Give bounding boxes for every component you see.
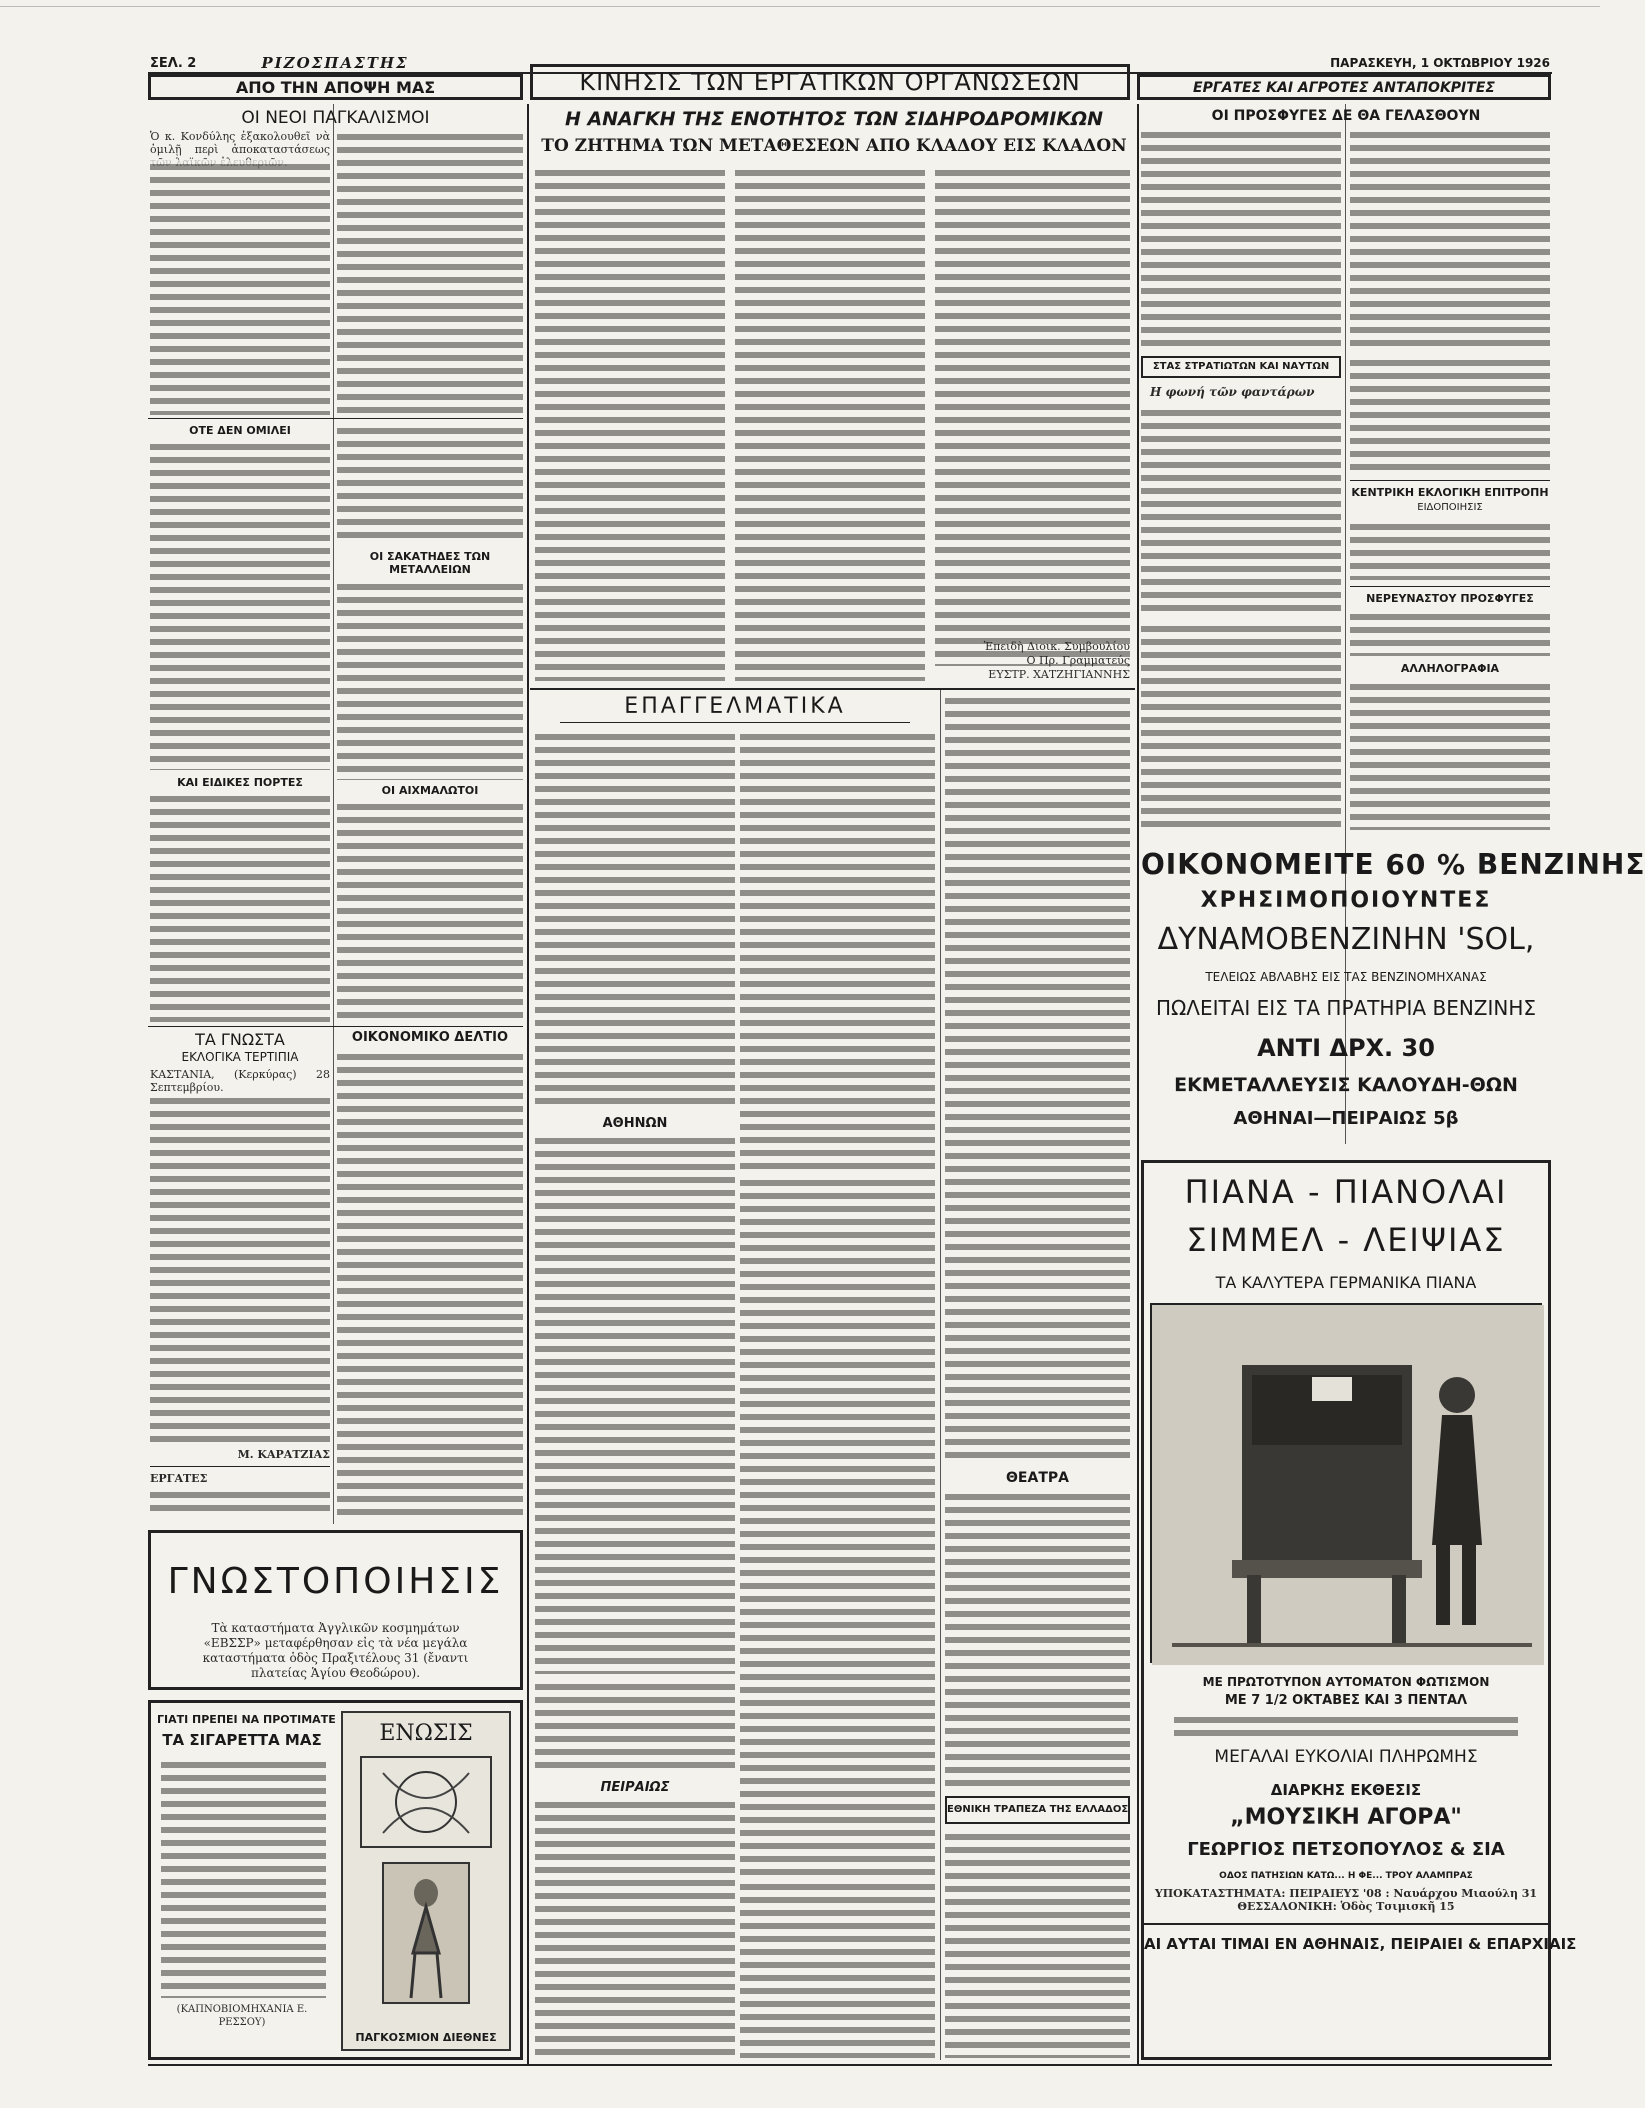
right-headline-voice: Η φωνή τῶν φαντάρων (1150, 385, 1315, 399)
left-signature: Μ. ΚΑΡΑΤΖΙΑΣ (237, 1448, 330, 1461)
left-headline-6a: ΤΑ ΓΝΩΣΤΑ (195, 1030, 285, 1049)
newspaper-name: ΡΙΖΟΣΠΑΣΤΗΣ (261, 54, 409, 72)
piano-illustration (1150, 1303, 1542, 1663)
piano-advertisement (1141, 1160, 1577, 2060)
page-number: ΣΕΛ. 2 (150, 56, 197, 71)
cigarette-brand: ΕΝΩΣΙΣ (379, 1721, 473, 1746)
fuel-line-7: ΕΚΜΕΤΑΛΛΕΥΣΙΣ ΚΑΛΟΥΔΗ-ΘΩΝ (1174, 1074, 1518, 1096)
center-headline-3: ΕΠΑΓΓΕΛΜΑΤΙΚΑ (624, 694, 846, 719)
piano-line-6: ΜΕΓΑΛΑΙ ΕΥΚΟΛΙΑΙ ΠΛΗΡΩΜΗΣ (1214, 1747, 1478, 1767)
bank-notice (945, 1796, 1130, 1824)
center-headline-1: Η ΑΝΑΓΚΗ ΤΗΣ ΕΝΟΤΗΤΟΣ ΤΩΝ ΣΙΔΗΡΟΔΡΟΜΙΚΩΝ (564, 108, 1104, 130)
bank-name: ΕΘΝΙΚΗ ΤΡΑΠΕΖΑ ΤΗΣ ΕΛΛΑΔΟΣ (947, 1804, 1129, 1815)
piano-line-12: ΑΙ ΑΥΤΑΙ ΤΙΜΑΙ ΕΝ ΑΘΗΝΑΙΣ, ΠΕΙΡΑΙΕΙ & ΕΠΑΡΧΙΑΙΣ (1144, 1935, 1577, 1953)
right-headline-1: ΟΙ ΠΡΟΣΦΥΓΕΣ ΔΕ ΘΑ ΓΕΛΑΣΘΟΥΝ (1211, 108, 1481, 124)
center-headline-2: ΤΟ ΖΗΤΗΜΑ ΤΩΝ ΜΕΤΑΘΕΣΕΩΝ ΑΠΟ ΚΛΑΔΟΥ ΕΙΣ ΚΛΑΔΟΝ (541, 136, 1127, 156)
right-banner-soldiers (1141, 356, 1341, 378)
cigarette-package-image (341, 1711, 511, 2051)
left-dateline: ΚΑΣΤΑΝΙΑ, (Κερκύρας) 28 Σεπτεμβρίου. (150, 1068, 330, 1094)
cigarette-advertisement (148, 1700, 523, 2060)
issue-date: ΠΑΡΑΣΚΕΥΗ, 1 ΟΚΤΩΒΡΙΟΥ 1926 (1330, 56, 1550, 70)
cigarette-signature: (ΚΑΠΝΟΒΙΟΜΗΧΑΝΙΑ Ε. ΡΕΣΣΟΥ) (176, 2004, 308, 2028)
right-headline-notice: ΕΙΔΟΠΟΙΗΣΙΣ (1417, 502, 1483, 513)
left-headline-8: ΕΡΓΑΤΕΣ (150, 1472, 208, 1485)
notice-title: ΓΝΩΣΤΟΠΟΙΗΣΙΣ (167, 1561, 504, 1602)
center-sign-2: Ο Πρ. Γραμματεύς (1026, 654, 1130, 667)
left-lead: Ὁ κ. Κονδύλης ἐξακολουθεῖ νὰ ὁμιλῇ περὶ ἀποκαταστάσεως (150, 130, 330, 156)
left-headline-1: ΟΙ ΝΕΟΙ ΠΑΓΚΑΛΙΣΜΟΙ (241, 108, 430, 128)
left-headline-7: ΟΙΚΟΝΟΜΙΚΟ ΔΕΛΤΙΟ (351, 1030, 509, 1045)
ornament-icon (353, 1753, 499, 2013)
fuel-line-6: ΑΝΤΙ ΔΡΧ. 30 (1257, 1034, 1435, 1062)
fuel-line-4: ΤΕΛΕΙΩΣ ΑΒΛΑΒΗΣ ΕΙΣ ΤΑΣ ΒΕΝΖΙΝΟΜΗΧΑΝΑΣ (1205, 970, 1487, 984)
section-banner-center: ΚΙΝΗΣΙΣ ΤΩΝ ΕΡΓΑΤΙΚΩΝ ΟΡΓΑΝΩΣΕΩΝ (530, 64, 1130, 100)
cigarette-title-1: ΓΙΑΤΙ ΠΡΕΠΕΙ ΝΑ ΠΡΟΤΙΜΑΤΕ (157, 1713, 336, 1726)
left-headline-3: ΟΙ ΣΑΚΑΤΗΔΕΣ ΤΩΝ ΜΕΤΑΛΛΕΙΩΝ (369, 550, 491, 576)
piano-line-5: ΜΕ 7 1/2 ΟΚΤΑΒΕΣ ΚΑΙ 3 ΠΕΝΤΑΛ (1224, 1693, 1468, 1708)
left-headline-4: ΚΑΙ ΕΙΔΙΚΕΣ ΠΟΡΤΕΣ (177, 776, 303, 789)
left-headline-5: ΟΙ ΑΙΧΜΑΛΩΤΟΙ (381, 784, 479, 797)
piano-line-1: ΠΙΑΝΑ - ΠΙΑΝΟΛΑΙ (1184, 1173, 1508, 1211)
piano-line-8: „ΜΟΥΣΙΚΗ ΑΓΟΡΑ" (1230, 1805, 1462, 1830)
section-banner-right: ΕΡΓΑΤΕΣ ΚΑΙ ΑΓΡΟΤΕΣ ΑΝΤΑΠΟΚΡΙΤΕΣ (1137, 74, 1551, 100)
center-sign-3: ΕΥΣΤΡ. ΧΑΤΖΗΓΙΑΝΝΗΣ (988, 668, 1130, 681)
left-headline-2: ΟΤΕ ΔΕΝ ΟΜΙΛΕΙ (189, 424, 291, 437)
fuel-line-5: ΠΩΛΕΙΤΑΙ ΕΙΣ ΤΑ ΠΡΑΤΗΡΙΑ ΒΕΝΖΙΝΗΣ (1155, 996, 1537, 1020)
piano-line-11: ΥΠΟΚΑΤΑΣΤΗΜΑΤΑ: ΠΕΙΡΑΙΕΥΣ '08 : Ναυάρχου Μιαούλη 31 ΘΕΣΣΑΛΟΝΙΚΗ: Ὁδὸς Τσιμισκῆ 15 (1154, 1887, 1538, 1913)
right-headline-refugees: ΝΕΡΕΥΝΑΣΤΟΥ ΠΡΟΣΦΥΓΕΣ (1366, 592, 1534, 605)
center-sign-1: Ἐπειδὴ Διοικ. Συμβουλίου (983, 640, 1130, 653)
center-headline-athens: ΑΘΗΝΩΝ (602, 1116, 668, 1131)
piano-line-3: ΤΑ ΚΑΛΥΤΕΡΑ ΓΕΡΜΑΝΙΚΑ ΠΙΑΝΑ (1215, 1273, 1477, 1292)
cigarette-title-2: ΤΑ ΣΙΓΑΡΕΤΤΑ ΜΑΣ (162, 1731, 322, 1749)
section-banner-left: ΑΠΟ ΤΗΝ ΑΠΟΨΗ ΜΑΣ (148, 74, 523, 100)
piano-line-7: ΔΙΑΡΚΗΣ ΕΚΘΕΣΙΣ (1270, 1781, 1422, 1799)
center-headline-theatres: ΘΕΑΤΡΑ (1006, 1470, 1069, 1486)
notice-body: Τὰ καταστήματα Ἀγγλικῶν κοσμημάτων «ΕΒΣΣΡ» μεταφέρθησαν εἰς τὰ νέα μεγάλα καταστήματα ὁδὸς Πραξιτέλους 31 (ἔναντι πλατείας Ἁγίου Θεοδώρου). (202, 1621, 469, 1680)
piano-line-10: ΟΔΟΣ ΠΑΤΗΣΙΩΝ ΚΑΤΩ... Η ΦΕ... ΤΡΟΥ ΑΛΑΜΠΡΑΣ (1219, 1871, 1473, 1881)
right-headline-correspondence: ΑΛΛΗΛΟΓΡΑΦΙΑ (1400, 662, 1500, 675)
fuel-line-8: ΑΘΗΝΑΙ—ΠΕΙΡΑΙΩΣ 5β (1233, 1108, 1459, 1129)
piano-line-9: ΓΕΩΡΓΙΟΣ ΠΕΤΣΟΠΟΥΛΟΣ & ΣΙΑ (1187, 1839, 1505, 1860)
piano-player-icon (1152, 1305, 1544, 1665)
fuel-advertisement (1141, 846, 1645, 1144)
piano-line-4: ΜΕ ΠΡΩΤΟΤΥΠΟΝ ΑΥΤΟΜΑΤΟΝ ΦΩΤΙΣΜΟΝ (1202, 1675, 1490, 1689)
fuel-line-1: ΟΙΚΟΝΟΜΕΙΤΕ 60 % ΒΕΝΖΙΝΗΣ (1141, 848, 1645, 881)
fuel-line-2: ΧΡΗΣΙΜΟΠΟΙΟΥΝΤΕΣ (1200, 888, 1492, 913)
soldiers-title: ΣΤΑΣ ΣΤΡΑΤΙΩΤΩΝ ΚΑΙ ΝΑΥΤΩΝ (1152, 361, 1330, 372)
left-headline-6b: ΕΚΛΟΓΙΚΑ ΤΕΡΤΙΠΙΑ (181, 1050, 299, 1064)
piano-line-2: ΣΙΜΜΕΛ - ΛΕΙΨΙΑΣ (1186, 1221, 1506, 1259)
notice-advertisement (148, 1530, 523, 1690)
fuel-line-3: ΔΥΝΑΜΟΒΕΝΖΙΝΗΝ 'SOL, (1157, 922, 1535, 957)
cigarette-footer: ΠΑΓΚΟΣΜΙΟΝ ΔΙΕΘΝΕΣ (355, 2031, 497, 2044)
right-headline-committee: ΚΕΝΤΡΙΚΗ ΕΚΛΟΓΙΚΗ ΕΠΙΤΡΟΠΗ (1351, 486, 1549, 499)
center-headline-piraeus: ΠΕΙΡΑΙΩΣ (600, 1780, 670, 1795)
